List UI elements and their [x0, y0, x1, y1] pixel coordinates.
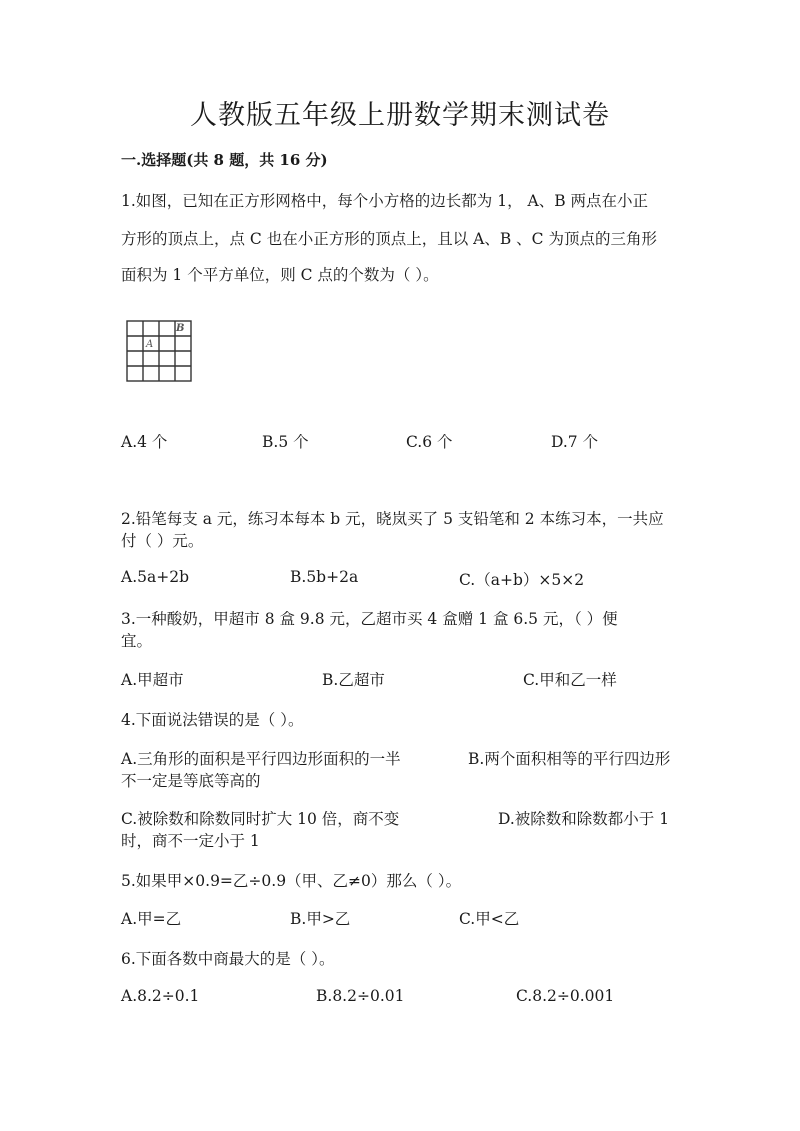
question-6-line-1: 6.下面各数中商最大的是（ ）。 [121, 950, 335, 968]
q6-option-b: B.8.2÷0.01 [316, 987, 405, 1005]
point-b-label: B [176, 323, 185, 334]
question-1-line-1: 1.如图，已知在正方形网格中，每个小方格的边长都为 1， A、B 两点在小正 [121, 192, 649, 210]
q4-option-b-cont: 不一定是等底等高的 [121, 772, 261, 790]
q5-option-a: A.甲=乙 [121, 910, 182, 928]
q6-option-c: C.8.2÷0.001 [516, 987, 615, 1005]
q5-option-b: B.甲>乙 [290, 910, 351, 928]
question-5-line-1: 5.如果甲×0.9=乙÷0.9（甲、乙≠0）那么（ ）。 [121, 872, 462, 890]
question-1-line-2: 方形的顶点上，点 C 也在小正方形的顶点上，且以 A、B 、C 为顶点的三角形 [121, 230, 657, 248]
question-4-line-1: 4.下面说法错误的是（ ）。 [121, 711, 304, 729]
q5-option-c: C.甲<乙 [459, 910, 520, 928]
question-1-line-3: 面积为 1 个平方单位，则 C 点的个数为（ ）。 [121, 266, 439, 284]
section-heading: 一.选择题(共 8 题，共 16 分) [121, 151, 328, 169]
q4-option-b: B.两个面积相等的平行四边形 [468, 750, 671, 768]
q6-option-a: A.8.2÷0.1 [121, 987, 200, 1005]
q3-option-b: B.乙超市 [322, 671, 385, 689]
q2-option-c: C.（a+b）×5×2 [459, 571, 585, 589]
question-3-line-2: 宜。 [121, 632, 153, 650]
question-2-line-2: 付（ ）元。 [121, 532, 204, 550]
q4-option-c: C.被除数和除数同时扩大 10 倍，商不变 [121, 810, 400, 828]
q1-option-d: D.7 个 [551, 433, 599, 451]
question-2-line-1: 2.铅笔每支 a 元，练习本每本 b 元，晓岚买了 5 支铅笔和 2 本练习本，一共应 [121, 510, 664, 528]
grid-figure [126, 320, 194, 384]
q3-option-c: C.甲和乙一样 [523, 671, 617, 689]
question-3-line-1: 3.一种酸奶，甲超市 8 盒 9.8 元，乙超市买 4 盒赠 1 盒 6.5 元，（ ）便 [121, 610, 618, 628]
q1-option-a: A.4 个 [121, 433, 168, 451]
q2-option-b: B.5b+2a [290, 568, 359, 586]
point-a-label: A [146, 339, 154, 350]
q2-option-a: A.5a+2b [121, 568, 189, 586]
q1-option-c: C.6 个 [406, 433, 453, 451]
page-title: 人教版五年级上册数学期末测试卷 [190, 100, 610, 131]
q3-option-a: A.甲超市 [121, 671, 184, 689]
q4-option-d: D.被除数和除数都小于 1 [498, 810, 670, 828]
q4-option-a: A.三角形的面积是平行四边形面积的一半 [121, 750, 401, 768]
q1-option-b: B.5 个 [262, 433, 309, 451]
q4-option-d-cont: 时，商不一定小于 1 [121, 832, 260, 850]
